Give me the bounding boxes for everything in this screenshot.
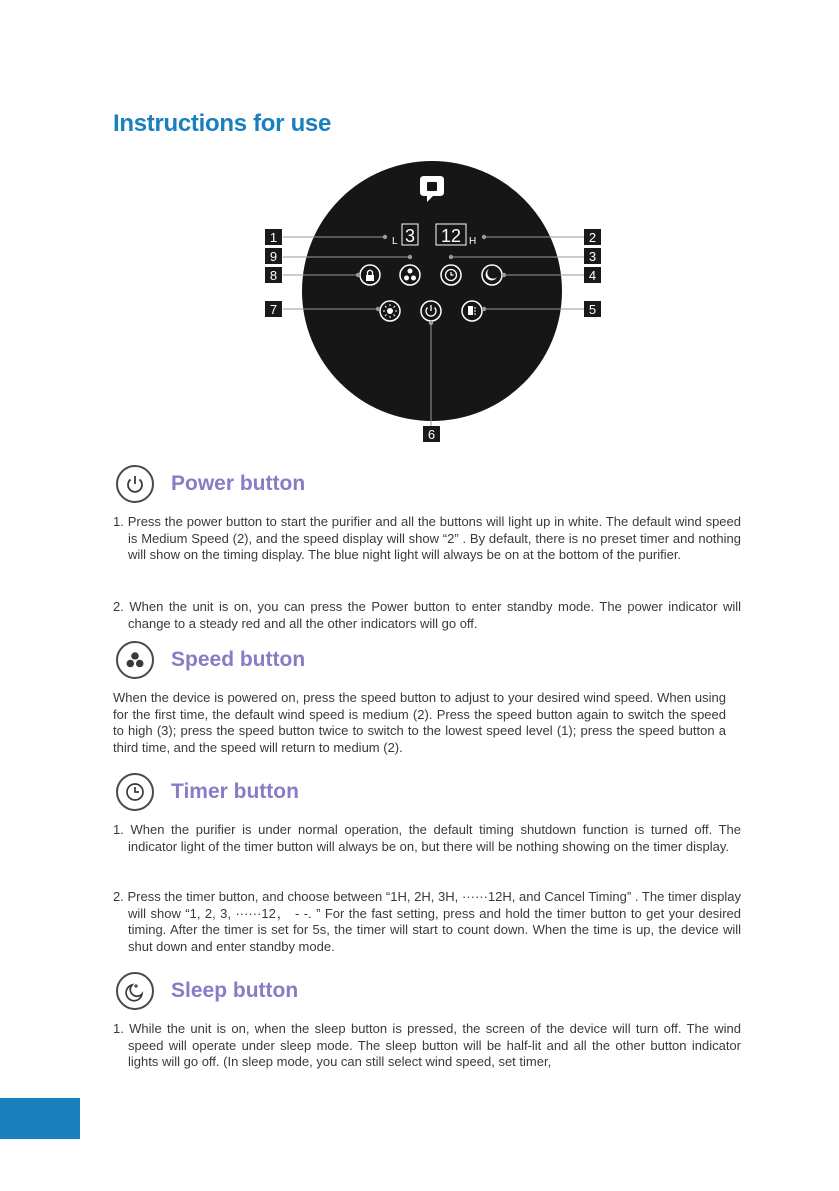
svg-text:9: 9 bbox=[269, 249, 278, 264]
timer-item-1: 1. When the purifier is under normal operation, the default timing shutdown function is turned off. The indicator light of the timer button will always be on, but there will be nothing showing on the timer display. bbox=[113, 822, 741, 854]
power-item-2: 2. When the unit is on, you can press the Power button to enter standby mode. The power indicator will change to a steady red and all the other indicators will go off. bbox=[113, 599, 741, 631]
control-panel bbox=[302, 161, 562, 421]
callout-2 bbox=[584, 229, 601, 245]
svg-text:8: 8 bbox=[269, 268, 278, 283]
light-icon bbox=[380, 301, 400, 321]
timer-value: 12 bbox=[440, 226, 462, 246]
timer-unit-label: H bbox=[469, 236, 477, 247]
svg-text:7: 7 bbox=[269, 302, 278, 317]
callout-3 bbox=[584, 248, 601, 264]
timer-section-title: Timer button bbox=[171, 780, 299, 803]
sleep-section-icon bbox=[116, 972, 154, 1010]
sleep-item-1: 1. While the unit is on, when the sleep button is pressed, the screen of the device will turn off. The wind speed will operate under sleep mode. The sleep button will be half-lit and all the other button indicator lights will go off. (In sleep mode, you can still select wind speed, set timer, bbox=[113, 1021, 741, 1069]
svg-text:1: 1 bbox=[269, 230, 278, 245]
speed-low-label: L bbox=[392, 236, 398, 247]
speed-section-title: Speed button bbox=[171, 648, 306, 671]
callout-9 bbox=[265, 248, 282, 264]
callout-8 bbox=[265, 267, 282, 283]
callout-6 bbox=[423, 426, 440, 442]
speed-paragraph: When the device is powered on, press the speed button to adjust to your desired wind speed. When using for the first time, the default wind speed is medium (2). Press the speed button again to switch the speed to high (3); press the speed button twice to switch to the lowest speed level (1); press the speed button a third time, and the speed will return to medium (2). bbox=[113, 690, 726, 755]
svg-text:4: 4 bbox=[588, 268, 597, 283]
callout-5 bbox=[584, 301, 601, 317]
speed-value: 3 bbox=[404, 226, 416, 246]
timer-section-icon bbox=[116, 773, 154, 811]
page-footer-bar bbox=[0, 1098, 80, 1139]
power-section-title: Power button bbox=[171, 472, 306, 495]
timer-item-2: 2. Press the timer button, and choose between “1H, 2H, 3H, ······12H, and Cancel Timing” . The timer display will show “1, 2, 3, ······12， - -. ” For the fast setting, press and hold the timer button to get your desired timing. After the timer is set for 5s, the timer will start to count down. When the time is up, the device will shut down and enter standby mode. bbox=[113, 889, 741, 954]
callout-1 bbox=[265, 229, 282, 245]
svg-text:3: 3 bbox=[588, 249, 597, 264]
sleep-section-title: Sleep button bbox=[171, 979, 299, 1002]
control-panel-diagram bbox=[0, 0, 839, 460]
power-section-icon bbox=[116, 465, 154, 503]
svg-text:6: 6 bbox=[427, 427, 436, 442]
page-title: Instructions for use bbox=[113, 110, 332, 137]
callout-7 bbox=[265, 301, 282, 317]
svg-text:5: 5 bbox=[588, 302, 597, 317]
callout-4 bbox=[584, 267, 601, 283]
power-item-1: 1. Press the power button to start the purifier and all the buttons will light up in white. The default wind speed is Medium Speed (2), and the speed display will show “2” . By default, there is no preset timer and nothing will show on the timing display. The blue night light will always be on at the bottom of the purifier. bbox=[113, 514, 741, 562]
svg-text:2: 2 bbox=[588, 230, 597, 245]
speed-section-icon bbox=[116, 641, 154, 679]
